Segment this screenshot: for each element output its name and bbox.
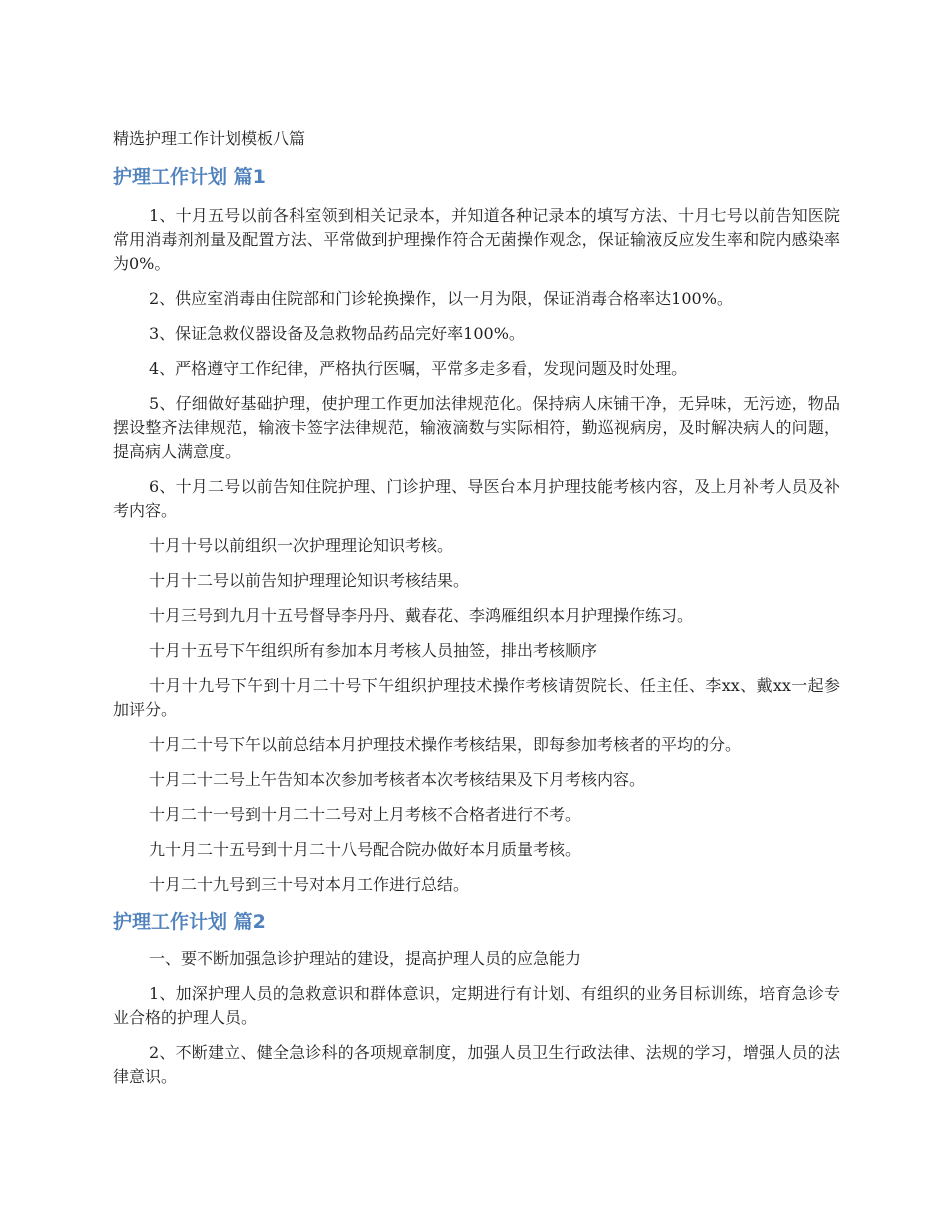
section-heading-1: 护理工作计划 篇1 bbox=[113, 166, 266, 188]
paragraph: 十月十九号下午到十月二十号下午组织护理技术操作考核请贺院长、任主任、李xx、戴xx一起参加评分。 bbox=[113, 676, 840, 719]
paragraph: 5、仔细做好基础护理，使护理工作更加法律规范化。保持病人床铺干净，无异味，无污迹，物品摆设整齐法律规范，输液卡签字法律规范，输液滴数与实际相符，勤巡视病房，及时解决病人的问题，提高病人满意度。 bbox=[113, 394, 840, 461]
section-1-body bbox=[113, 204, 840, 908]
paragraph: 3、保证急救仪器设备及急救物品药品完好率100%。 bbox=[149, 324, 525, 343]
section-heading-2: 护理工作计划 篇2 bbox=[113, 911, 266, 933]
paragraph: 十月二十号下午以前总结本月护理技术操作考核结果，即每参加考核者的平均的分。 bbox=[149, 735, 742, 754]
paragraph: 九十月二十五号到十月二十八号配合院办做好本月质量考核。 bbox=[149, 840, 582, 859]
paragraph: 十月三号到九月十五号督导李丹丹、戴春花、李鸿雁组织本月护理操作练习。 bbox=[149, 606, 694, 625]
paragraph: 6、十月二号以前告知住院护理、门诊护理、导医台本月护理技能考核内容，及上月补考人员及补考内容。 bbox=[113, 477, 840, 520]
paragraph: 十月十二号以前告知护理理论知识考核结果。 bbox=[149, 571, 470, 590]
paragraph: 十月二十二号上午告知本次参加考核者本次考核结果及下月考核内容。 bbox=[149, 770, 646, 789]
paragraph: 十月十五号下午组织所有参加本月考核人员抽签，排出考核顺序 bbox=[149, 641, 598, 660]
paragraph: 2、不断建立、健全急诊科的各项规章制度，加强人员卫生行政法律、法规的学习，增强人员的法律意识。 bbox=[113, 1043, 840, 1086]
paragraph: 十月二十一号到十月二十二号对上月考核不合格者进行不考。 bbox=[149, 805, 582, 824]
paragraph: 一、要不断加强急诊护理站的建设，提高护理人员的应急能力 bbox=[149, 949, 582, 968]
paragraph: 2、供应室消毒由住院部和门诊轮换操作，以一月为限，保证消毒合格率达100%。 bbox=[149, 289, 733, 308]
document-title: 精选护理工作计划模板八篇 bbox=[113, 129, 306, 148]
paragraph: 4、严格遵守工作纪律，严格执行医嘱，平常多走多看，发现问题及时处理。 bbox=[149, 359, 688, 378]
paragraph: 十月十号以前组织一次护理理论知识考核。 bbox=[149, 536, 454, 555]
paragraph: 1、加深护理人员的急救意识和群体意识，定期进行有计划、有组织的业务目标训练，培育急诊专业合格的护理人员。 bbox=[113, 984, 840, 1027]
paragraph: 十月二十九号到三十号对本月工作进行总结。 bbox=[149, 875, 470, 894]
section-2-body bbox=[113, 947, 840, 1100]
paragraph: 1、十月五号以前各科室领到相关记录本，并知道各种记录本的填写方法、十月七号以前告知医院常用消毒剂剂量及配置方法、平常做到护理操作符合无菌操作观念，保证输液反应发生率和院内感染率为0%。 bbox=[113, 206, 840, 273]
